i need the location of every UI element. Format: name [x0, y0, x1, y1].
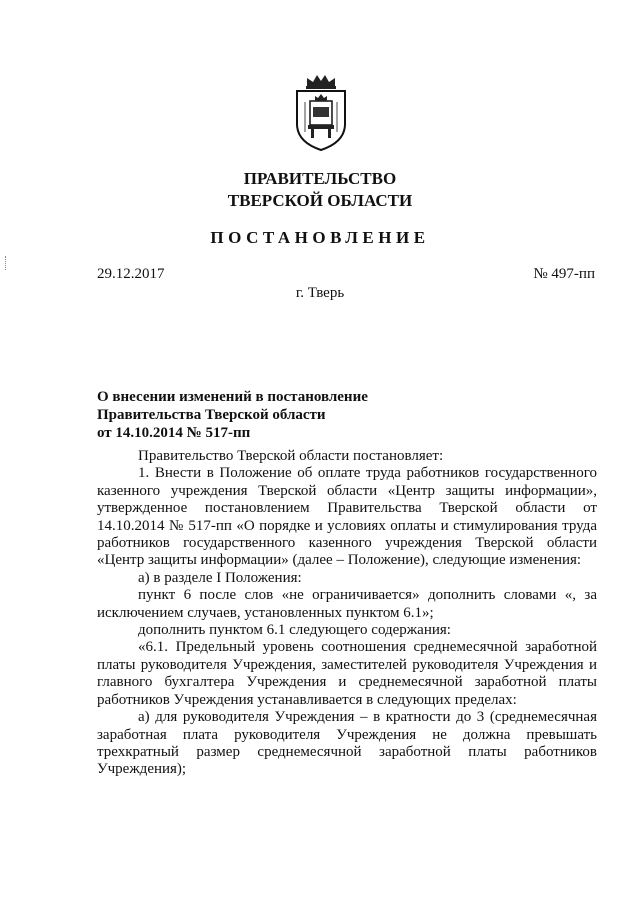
subject-line-1: О внесении изменений в постановление — [97, 389, 368, 405]
document-type: ПОСТАНОВЛЕНИЕ — [210, 228, 430, 247]
body-paragraph: 1. Внести в Положение об оплате труда работников государственного казенного учреждения Тверской области «Центр защиты информации», утвержденное постановлением Правительства Тверской области от 14.10.2014 № 517-пп «О порядке и условиях оплаты и стимулирования труда работников государственного казенного учреждения Тверской области «Центр защиты информации» (далее – Положение), следующие изменения: — [97, 465, 597, 569]
subject-line-2: Правительства Тверской области — [97, 407, 326, 423]
body-paragraph: а) в разделе I Положения: — [138, 569, 302, 586]
document-body — [97, 448, 597, 779]
document-city: г. Тверь — [295, 285, 345, 301]
body-paragraph: пункт 6 после слов «не ограничивается» дополнить словами «, за исключением случаев, установленных пунктом 6.1»; — [97, 587, 597, 621]
body-paragraph: «6.1. Предельный уровень соотношения среднемесячной заработной платы руководителя Учреждения, заместителей руководителя Учреждения и главного бухгалтера Учреждения и среднемесячной заработной платы работников Учреждения устанавливается в следующих пределах: — [97, 639, 597, 708]
org-line-1: ПРАВИТЕЛЬСТВО — [243, 169, 397, 188]
document-subject — [97, 388, 368, 442]
body-paragraph: а) для руководителя Учреждения – в кратности до 3 (среднемесячная заработная плата руководителя Учреждения не должна превышать трехкратный размер среднемесячной заработной платы работников Учреждения); — [97, 709, 597, 778]
organization-title — [0, 168, 640, 212]
body-paragraph: Правительство Тверской области постановляет: — [138, 448, 444, 464]
scan-margin-mark — [5, 256, 7, 270]
body-paragraph: дополнить пунктом 6.1 следующего содержания: — [138, 622, 451, 639]
coat-of-arms-emblem — [293, 72, 349, 152]
document-date: 29.12.2017 — [97, 266, 165, 282]
document-number: № 497-пп — [533, 266, 595, 282]
subject-line-3: от 14.10.2014 № 517-пп — [97, 425, 251, 441]
org-line-2: ТВЕРСКОЙ ОБЛАСТИ — [227, 191, 413, 210]
